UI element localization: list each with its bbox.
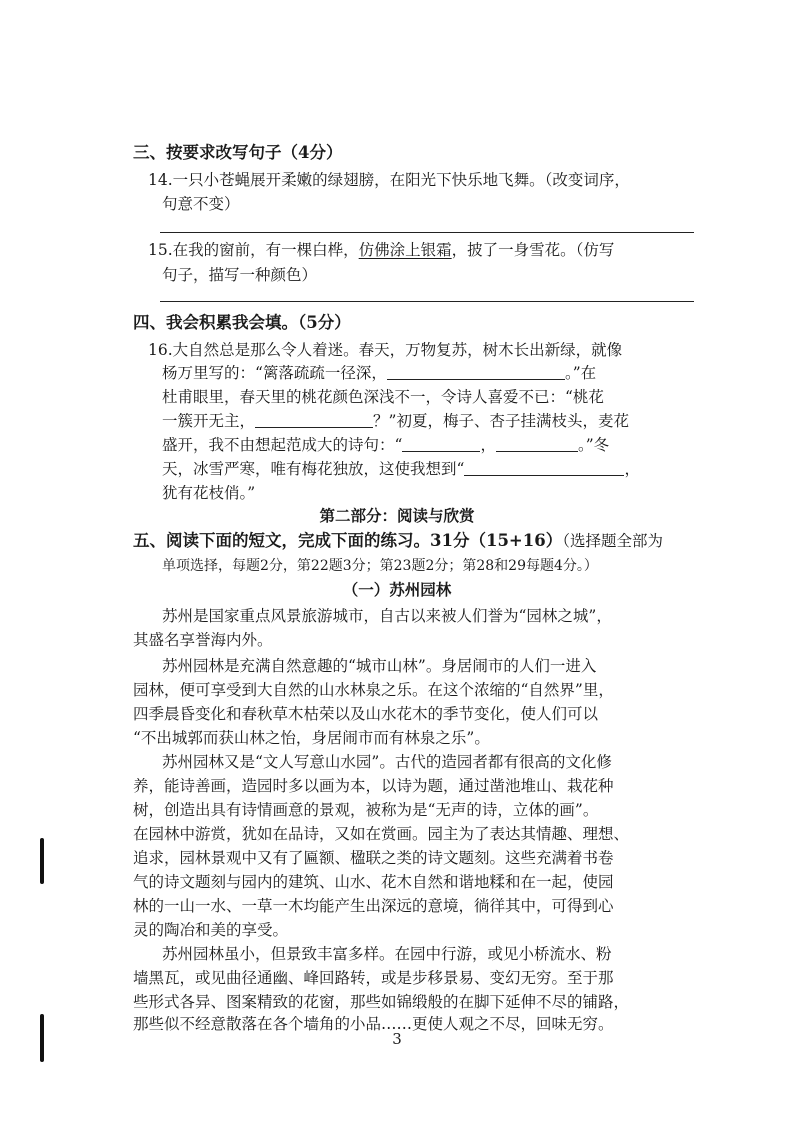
page-number: 3: [392, 1030, 402, 1048]
passage-line: 气的诗文题刻与园内的建筑、山水、花木自然和谐地糅和在一起，使园: [133, 873, 614, 891]
q16-text: 一簇开无主，: [162, 412, 256, 430]
q16-text: 。”冬: [577, 436, 610, 454]
passage-line: 苏州是国家重点风景旅游城市，自古以来被人们誉为“园林之城”，: [162, 607, 612, 625]
passage-line: 苏州园林虽小，但景致丰富多样。在园中行游，或见小桥流水、粉: [162, 945, 612, 963]
q14-line-2: 句意不变）: [162, 195, 240, 213]
q16-text: 盛开，我不由想起范成大的诗句：“: [162, 436, 403, 454]
q15-text-a: 15.在我的窗前，有一棵白桦，: [148, 241, 359, 259]
q16-text: 。”在: [564, 364, 597, 382]
q16-line-5: [162, 435, 609, 455]
q16-line-2: [162, 363, 596, 383]
section-5-heading-note: （选择题全部为: [562, 532, 663, 550]
passage-line: 灵的陶冶和美的享受。: [133, 921, 289, 939]
passage-line: 那些似不经意散落在各个墙角的小品……更使人观之不尽，回味无穷。: [133, 1015, 614, 1033]
scan-binding-mark: [40, 838, 44, 884]
passage-line: 墙黑瓦，或见曲径通幽、峰回路转，或是步移景易、变幻无穷。至于那: [133, 969, 614, 987]
part-2-heading: 第二部分：阅读与欣赏: [319, 506, 475, 525]
q16-text: ？”初夏，梅子、杏子挂满枝头，麦花: [373, 412, 629, 430]
q15-answer-line[interactable]: [160, 301, 694, 302]
section-5-instructions: 单项选择，每题2分，第22题3分；第23题2分；第28和29每题4分。）: [162, 558, 598, 574]
passage-line: 些形式各异、图案精致的花窗，那些如锦缎般的在脚下延伸不尽的铺路，: [133, 993, 630, 1011]
q16-blank-2[interactable]: [255, 412, 373, 428]
q16-text: 天，冰雪严寒，唯有梅花独放，这使我想到“: [162, 460, 465, 478]
q15-line-1: [148, 240, 614, 260]
q16-line-3: 杜甫眼里，春天里的桃花颜色深浅不一，令诗人喜爱不已：“桃花: [162, 388, 604, 406]
q15-underlined-phrase: 仿佛涂上银霜: [358, 241, 452, 259]
q16-blank-5[interactable]: [464, 460, 624, 476]
q16-line-4: [162, 411, 629, 431]
passage-line: 追求，园林景观中又有了匾额、楹联之类的诗文题刻。这些充满着书卷: [133, 849, 614, 867]
q16-line-7: 犹有花枝俏。”: [162, 484, 256, 502]
q14-line-1: 14.一只小苍蝇展开柔嫩的绿翅膀，在阳光下快乐地飞舞。（改变词序，: [148, 171, 630, 189]
passage-line: 园林，便可享受到大自然的山水林泉之乐。在这个浓缩的“自然界”里，: [133, 681, 614, 699]
passage-line: 苏州园林又是“文人写意山水园”。古代的造园者都有很高的文化修: [162, 753, 612, 771]
section-5-heading-bold: 五、阅读下面的短文，完成下面的练习。31分（15+16）: [133, 531, 563, 550]
q16-text: ，: [480, 436, 496, 454]
section-4-heading: 四、我会积累我会填。（5分）: [133, 313, 351, 332]
q14-answer-line[interactable]: [160, 232, 694, 233]
q15-line-2: 句子，描写一种颜色）: [162, 266, 318, 284]
q15-text-b: ，披了一身雪花。（仿写: [451, 241, 615, 259]
q16-line-6: [162, 459, 640, 479]
section-5-heading: [133, 531, 663, 551]
section-3-heading: 三、按要求改写句子（4分）: [133, 143, 343, 162]
scan-binding-mark: [40, 1014, 44, 1062]
passage-title: （一）苏州园林: [342, 580, 452, 599]
passage-line: 养，能诗善画，造园时多以画为本，以诗为题，通过凿池堆山、栽花种: [133, 777, 614, 795]
passage-line: 树，创造出具有诗情画意的景观，被称为是“无声的诗，立体的画”。: [133, 801, 599, 819]
passage-line: 苏州园林是充满自然意趣的“城市山林”。身居闹市的人们一进入: [162, 657, 597, 675]
passage-line: “不出城郭而获山林之怡，身居闹市而有林泉之乐”。: [133, 729, 490, 747]
q16-blank-3[interactable]: [402, 436, 480, 452]
q16-blank-1[interactable]: [387, 364, 565, 380]
q16-blank-4[interactable]: [496, 436, 578, 452]
passage-line: 在园林中游赏，犹如在品诗，又如在赏画。园主为了表达其情趣、理想、: [133, 825, 630, 843]
q16-text: 杨万里写的：“篱落疏疏一径深，: [162, 364, 387, 382]
passage-line: 四季晨昏变化和春秋草木枯荣以及山水花木的季节变化，使人们可以: [133, 705, 599, 723]
passage-line: 其盛名享誉海内外。: [133, 631, 273, 649]
passage-line: 林的一山一水、一草一木均能产生出深远的意境，徜徉其中，可得到心: [133, 897, 614, 915]
q16-text: ，: [624, 460, 640, 478]
q16-line-1: 16.大自然总是那么令人着迷。春天，万物复苏，树木长出新绿，就像: [148, 341, 623, 359]
